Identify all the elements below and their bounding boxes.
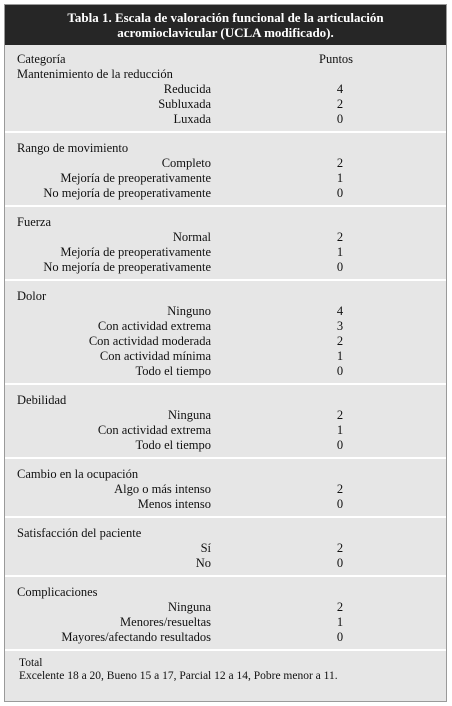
item-label: Normal xyxy=(172,230,211,244)
section-divider xyxy=(5,457,446,459)
table-row xyxy=(5,349,446,364)
item-points: 0 xyxy=(336,364,344,378)
section-heading: Dolor xyxy=(17,289,47,303)
table-row xyxy=(5,497,446,512)
table-row xyxy=(5,438,446,453)
item-points: 2 xyxy=(336,334,344,348)
item-points: 1 xyxy=(336,171,344,185)
table-title xyxy=(5,5,446,45)
table-row xyxy=(5,482,446,497)
section-heading: Complicaciones xyxy=(17,585,98,599)
item-label: Completo xyxy=(161,156,211,170)
item-points: 2 xyxy=(336,230,344,244)
item-label: Todo el tiempo xyxy=(135,364,211,378)
section-heading-row xyxy=(5,467,446,482)
section-divider xyxy=(5,649,446,651)
item-points: 2 xyxy=(336,97,344,111)
table-row xyxy=(5,97,446,112)
item-points: 1 xyxy=(336,423,344,437)
item-label: Reducida xyxy=(163,82,211,96)
section-divider xyxy=(5,575,446,577)
section-heading: Debilidad xyxy=(17,393,67,407)
item-label: Algo o más intenso xyxy=(114,482,211,496)
section-heading-row xyxy=(5,585,446,600)
item-label: Mejoría de preoperativamente xyxy=(60,171,211,185)
item-points: 2 xyxy=(336,600,344,614)
section-heading-row xyxy=(5,67,446,82)
item-label: Ninguno xyxy=(167,304,211,318)
item-label: Luxada xyxy=(173,112,211,126)
item-points: 0 xyxy=(336,438,344,452)
section-heading: Fuerza xyxy=(17,215,52,229)
item-points: 3 xyxy=(336,319,344,333)
table-row xyxy=(5,600,446,615)
table-row xyxy=(5,319,446,334)
item-points: 1 xyxy=(336,349,344,363)
section-heading: Satisfacción del paciente xyxy=(17,526,142,540)
item-points: 4 xyxy=(336,82,344,96)
item-label: Sí xyxy=(200,541,211,555)
section-divider xyxy=(5,516,446,518)
item-label: Ninguna xyxy=(167,408,211,422)
item-points: 2 xyxy=(336,482,344,496)
category-header: Categoría xyxy=(17,52,66,66)
item-label: Con actividad extrema xyxy=(97,319,211,333)
table-row xyxy=(5,82,446,97)
table-row xyxy=(5,364,446,379)
ucla-scale-table xyxy=(4,4,447,702)
table-row xyxy=(5,112,446,127)
table-row xyxy=(5,156,446,171)
item-points: 0 xyxy=(336,260,344,274)
item-label: Menores/resueltas xyxy=(120,615,211,629)
section-heading-row xyxy=(5,526,446,541)
points-header: Puntos xyxy=(319,52,354,66)
item-points: 1 xyxy=(336,245,344,259)
item-label: No mejoría de preoperativamente xyxy=(43,186,211,200)
item-points: 1 xyxy=(336,615,344,629)
item-points: 0 xyxy=(336,630,344,644)
section-heading: Rango de movimiento xyxy=(17,141,129,155)
item-label: Mayores/afectando resultados xyxy=(61,630,211,644)
item-label: No mejoría de preoperativamente xyxy=(43,260,211,274)
item-label: Mejoría de preoperativamente xyxy=(60,245,211,259)
section-divider xyxy=(5,383,446,385)
item-points: 0 xyxy=(336,186,344,200)
table-row xyxy=(5,245,446,260)
table-title-line-1: Tabla 1. Escala de valoración funcional de la articulación xyxy=(67,10,384,25)
header-row xyxy=(5,52,446,67)
table-row xyxy=(5,186,446,201)
total-label: Total xyxy=(19,657,43,669)
section-heading-row xyxy=(5,289,446,304)
table-row xyxy=(5,556,446,571)
section-divider xyxy=(5,205,446,207)
item-points: 0 xyxy=(336,112,344,126)
table-row xyxy=(5,423,446,438)
table-row xyxy=(5,304,446,319)
table-row xyxy=(5,408,446,423)
section-heading-row xyxy=(5,393,446,408)
item-label: Con actividad extrema xyxy=(97,423,211,437)
item-label: Menos intenso xyxy=(137,497,211,511)
table-row xyxy=(5,630,446,645)
item-label: Con actividad moderada xyxy=(88,334,211,348)
section-heading-row xyxy=(5,215,446,230)
total-rating-text: Excelente 18 a 20, Bueno 15 a 17, Parcial 12 a 14, Pobre menor a 11. xyxy=(19,670,338,682)
table-title-line-2: acromioclavicular (UCLA modificado). xyxy=(117,25,334,40)
table-row xyxy=(5,171,446,186)
section-heading-row xyxy=(5,141,446,156)
item-points: 0 xyxy=(336,497,344,511)
table-row xyxy=(5,230,446,245)
item-label: Subluxada xyxy=(158,97,211,111)
section-divider xyxy=(5,131,446,133)
table-row xyxy=(5,260,446,275)
table-row xyxy=(5,334,446,349)
item-label: No xyxy=(195,556,211,570)
item-points: 2 xyxy=(336,156,344,170)
table-row xyxy=(5,541,446,556)
item-label: Con actividad mínima xyxy=(99,349,211,363)
item-points: 0 xyxy=(336,556,344,570)
section-divider xyxy=(5,279,446,281)
table-row xyxy=(5,615,446,630)
section-heading: Mantenimiento de la reducción xyxy=(17,67,173,81)
item-points: 4 xyxy=(336,304,344,318)
item-label: Ninguna xyxy=(167,600,211,614)
item-points: 2 xyxy=(336,408,344,422)
item-label: Todo el tiempo xyxy=(135,438,211,452)
section-heading: Cambio en la ocupación xyxy=(17,467,139,481)
item-points: 2 xyxy=(336,541,344,555)
